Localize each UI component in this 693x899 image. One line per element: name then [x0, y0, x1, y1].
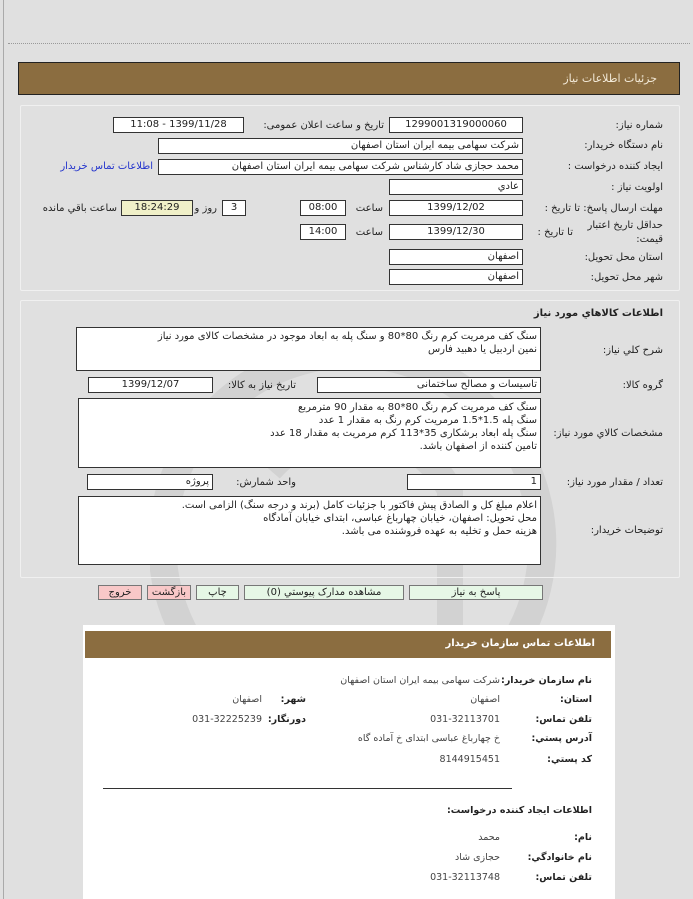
org-value: شرکت سهامی بیمه ایران استان اصفهان [340, 675, 500, 686]
name-label: نام: [574, 832, 592, 843]
spec-textarea[interactable]: سنگ کف مرمریت کرم رنگ 80*80 به مقدار 90 مترمربع سنگ پله 1.5*1.5 مرمریت کرم رنگ به مقدار 1 عدد سنگ پله ابعاد برشکاری 35*113 کرم مرمریت به مقدار 18 عدد تامین کننده از اصفهان باشد. [78, 398, 541, 468]
city-field: اصفهان [389, 269, 523, 285]
contact-city-label: شهر: [280, 694, 306, 705]
summary-textarea[interactable]: سنگ کف مرمریت کرم رنگ 80*80 و سنگ پله به ابعاد موجود در مشخصات کالای مورد نیاز نمین اردبیل یا دهبید فارس [76, 327, 541, 371]
contact-title: اطلاعات تماس سازمان خریدار [445, 638, 595, 649]
buyer-label: نام دستگاه خریدار: [584, 140, 663, 151]
priority-field: عادي [389, 179, 523, 195]
need-date-label: تاریخ نیاز به کالا: [227, 380, 296, 391]
city-label: شهر محل تحویل: [590, 272, 663, 283]
deadline-time-label: ساعت [355, 203, 383, 214]
postal-value: 8144915451 [439, 754, 500, 765]
phone-label: تلفن تماس: [535, 714, 592, 725]
attachments-button[interactable]: مشاهده مدارک پیوستي (0) [244, 585, 404, 600]
divider [8, 43, 690, 44]
creator-field: محمد حجازی شاد کارشناس شرکت سهامی بیمه ایران استان اصفهان [158, 159, 523, 175]
buyer-contact-link[interactable]: اطلاعات تماس خریدار [60, 161, 153, 172]
need-date-field: 1399/12/07 [88, 377, 213, 393]
exit-button[interactable]: خروج [98, 585, 142, 600]
org-label: نام سازمان خریدار: [501, 675, 592, 686]
back-button[interactable]: بازگشت [147, 585, 191, 600]
province-label: استان محل تحویل: [584, 252, 663, 263]
postal-label: کد پستي: [547, 754, 592, 765]
address-value: خ چهارباغ عباسی ابتدای خ آماده گاه [357, 733, 500, 744]
days-remaining-field: 3 [222, 200, 246, 216]
address-label: آدرس پستي: [531, 733, 592, 744]
need-number-label: شماره نیاز: [615, 120, 663, 131]
name-value: محمد [478, 832, 500, 843]
validity-label: حداقل تاریخ اعتبار قیمت: [587, 220, 663, 245]
left-border [3, 0, 4, 899]
remaining-label: ساعت باقي مانده [42, 203, 117, 214]
notes-label: توضیحات خریدار: [590, 525, 663, 536]
creator-phone-label: تلفن تماس: [535, 872, 592, 883]
goods-section-title: اطلاعات کالاهاي مورد نیاز [533, 308, 663, 319]
unit-label: واحد شمارش: [236, 477, 296, 488]
group-field: تاسیسات و مصالح ساختمانی [317, 377, 541, 393]
need-number-field: 1299001319000060 [389, 117, 523, 133]
province-field: اصفهان [389, 249, 523, 265]
contact-header [85, 631, 611, 658]
print-button[interactable]: چاپ [196, 585, 239, 600]
announce-field: 1399/11/28 - 11:08 [113, 117, 244, 133]
contact-province-value: اصفهان [470, 694, 500, 705]
days-label: روز و [194, 203, 217, 214]
creator-section-title: اطلاعات ایجاد کننده درخواست: [446, 805, 592, 816]
contact-divider [103, 788, 512, 789]
qty-field: 1 [407, 474, 541, 490]
priority-label: اولویت نیاز : [611, 182, 663, 193]
deadline-time-field: 08:00 [300, 200, 346, 216]
buyer-field: شرکت سهامی بیمه ایران استان اصفهان [158, 138, 523, 154]
validity-time-field: 14:00 [300, 224, 346, 240]
page-title: جزئیات اطلاعات نیاز [563, 72, 657, 85]
group-label: گروه کالا: [622, 380, 663, 391]
creator-phone-value: 031-32113748 [430, 872, 500, 883]
announce-label: تاریخ و ساعت اعلان عمومی: [263, 120, 384, 131]
validity-date-field: 1399/12/30 [389, 224, 523, 240]
page-header [18, 62, 680, 95]
validity-to-label: تا تاریخ : [537, 227, 573, 238]
deadline-label: مهلت ارسال پاسخ: تا تاریخ : [544, 203, 663, 214]
family-value: حجازی شاد [454, 852, 500, 863]
creator-label: ایجاد کننده درخواست : [567, 161, 663, 172]
contact-province-label: استان: [560, 694, 592, 705]
phone-value: 031-32113701 [430, 714, 500, 725]
qty-label: تعداد / مقدار مورد نیاز: [566, 477, 663, 488]
notes-textarea[interactable]: اعلام مبلغ کل و الصادق پیش فاکتور با جزئیات کامل (برند و درجه سنگ) الزامی است. محل تحویل: اصفهان، خیابان چهارباغ عباسی، ابتدای خیابان آمادگاه هزینه حمل و تخلیه به عهده فروشنده می باشد. [78, 496, 541, 565]
fax-value: 031-32225239 [192, 714, 262, 725]
spec-label: مشخصات کالاي مورد نیاز: [553, 428, 663, 439]
family-label: نام خانوادگي: [527, 852, 592, 863]
fax-label: دورنگار: [267, 714, 306, 725]
summary-label: شرح کلي نیاز: [602, 345, 663, 356]
validity-time-label: ساعت [355, 227, 383, 238]
deadline-date-field: 1399/12/02 [389, 200, 523, 216]
unit-field: پروژه [87, 474, 213, 490]
reply-button[interactable]: پاسخ به نیاز [409, 585, 543, 600]
contact-city-value: اصفهان [232, 694, 262, 705]
time-remaining-field: 18:24:29 [121, 200, 193, 216]
